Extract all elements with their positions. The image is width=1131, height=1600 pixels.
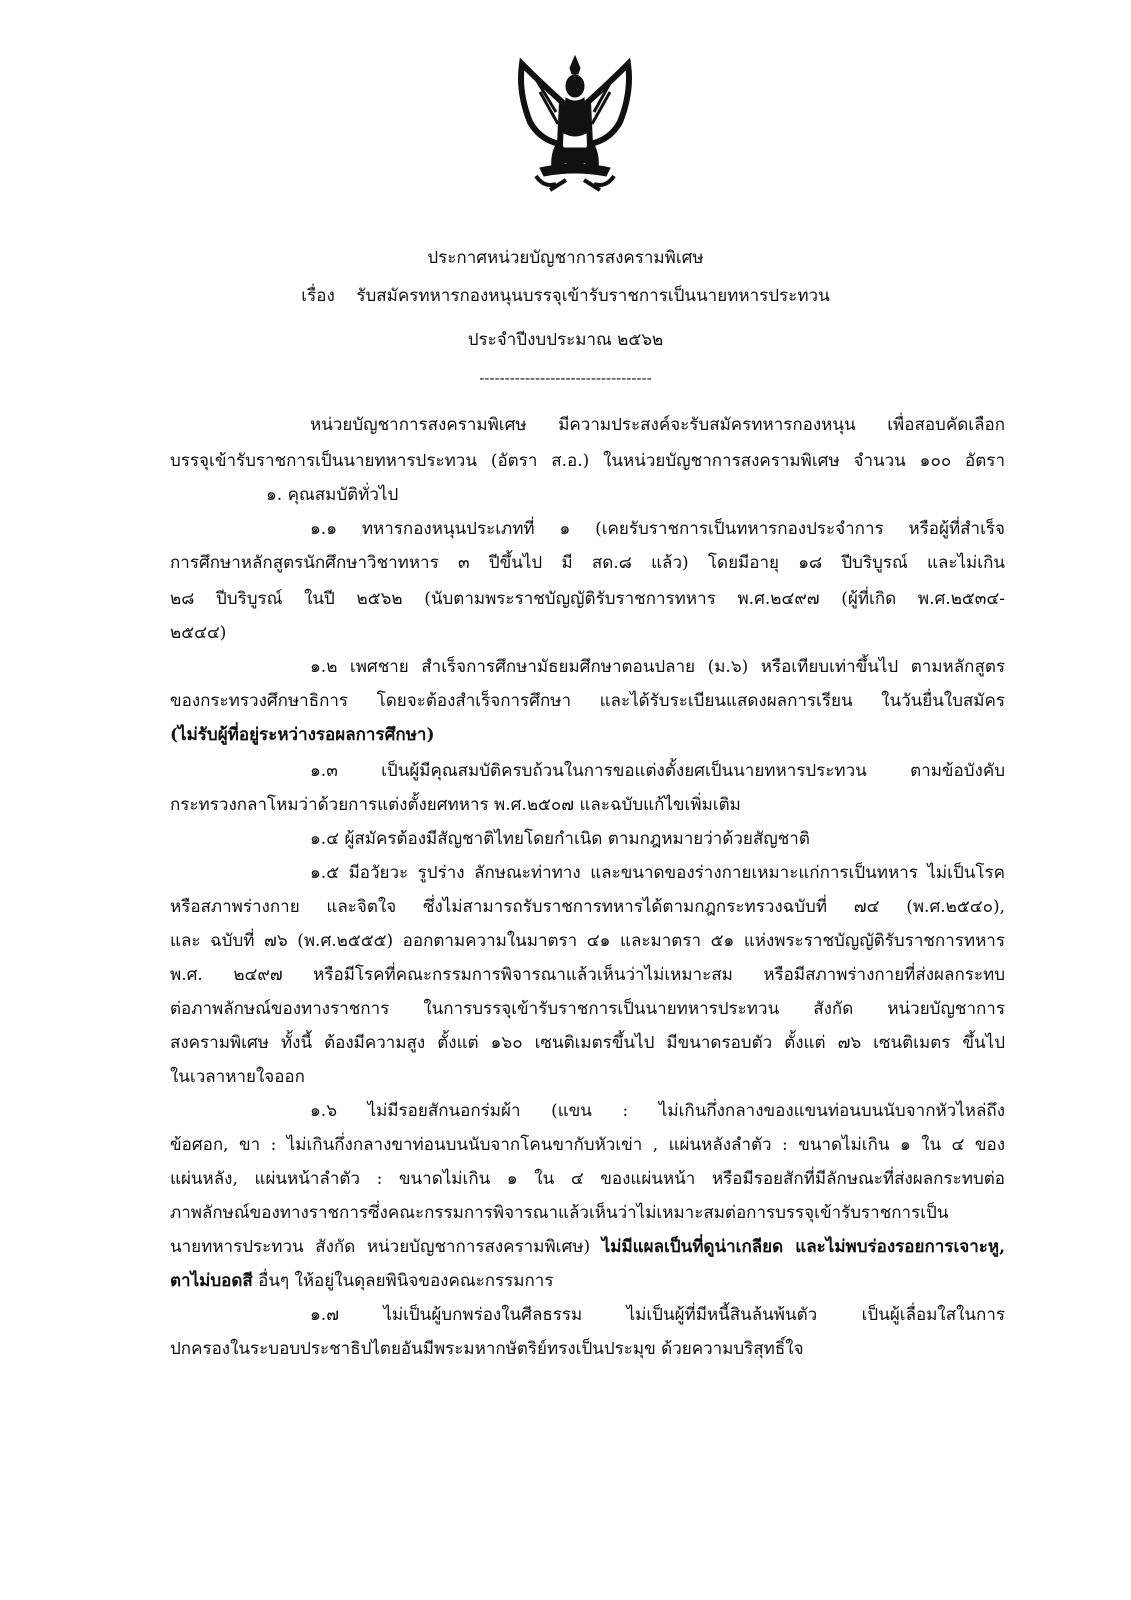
- intro-line: หน่วยบัญชาการสงครามพิเศษ มีความประสงค์จะรับสมัครทหารกองหนุน เพื่อสอบคัดเลือก: [310, 415, 1005, 435]
- paragraph-line: และ ฉบับที่ ๗๖ (พ.ศ.๒๕๕๕) ออกตามความในมาตรา ๔๑ และมาตรา ๕๑ แห่งพระราชบัญญัติรับราชการทหาร: [170, 931, 1005, 951]
- paragraph-line: ๒๘ ปีบริบูรณ์ ในปี ๒๕๖๒ (นับตามพระราชบัญญัติรับราชการทหาร พ.ศ.๒๔๙๗ (ผู้ที่เกิด พ.ศ.๒๕๓๔-: [170, 589, 1005, 609]
- paragraph-line: ข้อศอก, ขา : ไม่เกินกึ่งกลางขาท่อนบนนับจากโคนขากับหัวเข่า , แผ่นหลังลำตัว : ขนาดไม่เกิน ๑ ใน ๔ ของ: [170, 1135, 1005, 1155]
- paragraph-line: ๑.๗ ไม่เป็นผู้บกพร่องในศีลธรรม ไม่เป็นผู้ที่มีหนี้สินล้นพ้นตัว เป็นผู้เลื่อมใสในการ: [310, 1305, 1005, 1325]
- paragraph-line: กระทรวงกลาโหมว่าด้วยการแต่งตั้งยศทหาร พ.ศ.๒๕๐๗ และฉบับแก้ไขเพิ่มเติม: [170, 795, 741, 815]
- paragraph-line: สงครามพิเศษ ทั้งนี้ ต้องมีความสูง ตั้งแต่ ๑๖๐ เซนติเมตรขึ้นไป มีขนาดรอบตัว ตั้งแต่ ๗๖ เซนติเมตร ขึ้นไป: [170, 1033, 1005, 1053]
- garuda-emblem: [510, 52, 640, 200]
- text-bold: ไม่มีแผลเป็นที่ดูน่าเกลียด และไม่พบร่องรอยการเจาะหู,: [601, 1237, 1006, 1257]
- paragraph-line-bold: (ไม่รับผู้ที่อยู่ระหว่างรอผลการศึกษา): [170, 725, 435, 745]
- paragraph-line: พ.ศ. ๒๔๙๗ หรือมีโรคที่คณะกรรมการพิจารณาแล้วเห็นว่าไม่เหมาะสม หรือมีสภาพร่างกายที่ส่งผลกระทบ: [170, 965, 1005, 985]
- paragraph-line-mixed: [170, 1270, 1005, 1292]
- intro-line: บรรจุเข้ารับราชการเป็นนายทหารประทวน (อัตรา ส.อ.) ในหน่วยบัญชาการสงครามพิเศษ จำนวน ๑๐๐ อัตรา: [170, 451, 1005, 471]
- paragraph-line-mixed: [170, 1236, 1005, 1258]
- paragraph-line: การศึกษาหลักสูตรนักศึกษาวิชาทหาร ๓ ปีขึ้นไป มี สด.๘ แล้ว) โดยมีอายุ ๑๘ ปีบริบูรณ์ และไม่เกิน: [170, 553, 1005, 573]
- section-heading: ๑. คุณสมบัติทั่วไป: [266, 485, 399, 505]
- announcement-title: ประกาศหน่วยบัญชาการสงครามพิเศษ: [427, 248, 704, 268]
- paragraph-line: ๑.๓ เป็นผู้มีคุณสมบัติครบถ้วนในการขอแต่งตั้งยศเป็นนายทหารประทวน ตามข้อบังคับ: [310, 761, 1005, 781]
- subject-text: รับสมัครทหารกองหนุนบรรจุเข้ารับราชการเป็นนายทหารประทวน: [356, 286, 830, 306]
- paragraph-line: ๒๕๔๔): [170, 623, 227, 643]
- paragraph-line: แผ่นหลัง, แผ่นหน้าลำตัว : ขนาดไม่เกิน ๑ ใน ๔ ของแผ่นหน้า หรือมีรอยสักที่มีลักษณะที่ส่งผลกระทบต่อ: [170, 1169, 1005, 1189]
- paragraph-line: ภาพลักษณ์ของทางราชการซึ่งคณะกรรมการพิจารณาแล้วเห็นว่าไม่เหมาะสมต่อการบรรจุเข้ารับราชการเป็น: [170, 1203, 949, 1223]
- text-bold: ตาไม่บอดสี: [170, 1271, 253, 1291]
- fiscal-year: ประจำปีงบประมาณ ๒๕๖๒: [467, 330, 664, 350]
- divider: ----------------------------------: [479, 369, 652, 387]
- paragraph-line: ๑.๒ เพศชาย สำเร็จการศึกษามัธยมศึกษาตอนปลาย (ม.๖) หรือเทียบเท่าขึ้นไป ตามหลักสูตร: [310, 657, 1005, 677]
- announcement-subject: [0, 282, 1131, 309]
- paragraph-line: ในเวลาหายใจออก: [170, 1067, 305, 1087]
- paragraph-line: ๑.๖ ไม่มีรอยสักนอกร่มผ้า (แขน : ไม่เกินกึ่งกลางของแขนท่อนบนนับจากหัวไหล่ถึง: [310, 1101, 1005, 1121]
- text-normal: นายทหารประทวน สังกัด หน่วยบัญชาการสงครามพิเศษ): [170, 1237, 591, 1257]
- paragraph-line: ๑.๕ มีอวัยวะ รูปร่าง ลักษณะท่าทาง และขนาดของร่างกายเหมาะแก่การเป็นทหาร ไม่เป็นโรค: [310, 863, 1005, 883]
- paragraph-line: ๑.๔ ผู้สมัครต้องมีสัญชาติไทยโดยกำเนิด ตามกฎหมายว่าด้วยสัญชาติ: [310, 829, 810, 849]
- subject-label: เรื่อง: [301, 286, 335, 306]
- paragraph-line: ต่อภาพลักษณ์ของทางราชการ ในการบรรจุเข้ารับราชการเป็นนายทหารประทวน สังกัด หน่วยบัญชาการ: [170, 999, 1005, 1019]
- text-normal: อื่นๆ ให้อยู่ในดุลยพินิจของคณะกรรมการ: [252, 1271, 554, 1291]
- paragraph-line: ของกระทรวงศึกษาธิการ โดยจะต้องสำเร็จการศึกษา และได้รับระเบียนแสดงผลการเรียน ในวันยื่นใบสมัคร: [170, 691, 1005, 711]
- paragraph-line: หรือสภาพร่างกาย และจิตใจ ซึ่งไม่สามารถรับราชการทหารได้ตามกฎกระทรวงฉบับที่ ๗๔ (พ.ศ.๒๕๔๐),: [170, 897, 1005, 917]
- paragraph-line: ปกครองในระบอบประชาธิปไตยอันมีพระมหากษัตริย์ทรงเป็นประมุข ด้วยความบริสุทธิ์ใจ: [170, 1339, 804, 1359]
- paragraph-line: ๑.๑ ทหารกองหนุนประเภทที่ ๑ (เคยรับราชการเป็นทหารกองประจำการ หรือผู้ที่สำเร็จ: [310, 519, 1005, 539]
